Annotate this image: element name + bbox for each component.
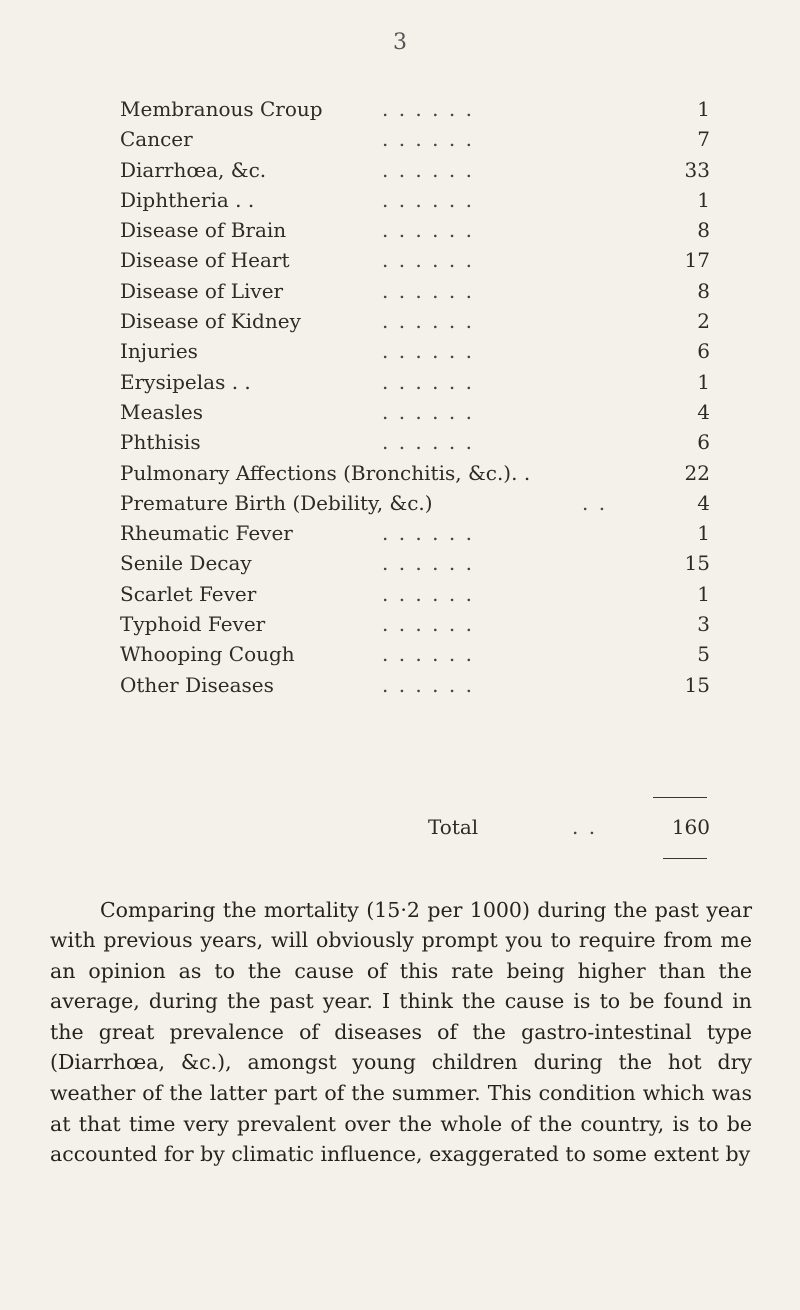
cause-label: Scarlet Fever [120, 581, 257, 606]
table-row [120, 336, 710, 366]
dot-leader: . . . . . . [382, 581, 474, 606]
mortality-table [120, 94, 710, 700]
dot-leader: . . . . . . [382, 278, 474, 303]
cause-label: Injuries [120, 339, 198, 364]
death-count: 1 [697, 369, 710, 394]
dot-leader: . . . . . . [382, 218, 474, 243]
table-row [120, 215, 710, 245]
death-count: 8 [697, 278, 710, 303]
death-count: 1 [697, 521, 710, 546]
death-count: 17 [684, 248, 710, 273]
death-count: 6 [697, 430, 710, 455]
dot-leader: . . [572, 815, 598, 839]
table-row [120, 306, 710, 336]
total-label: Total [428, 815, 479, 839]
death-count: 8 [697, 218, 710, 243]
dot-leader: . . . . . . [382, 551, 474, 576]
dot-leader: . . . . . . [382, 672, 474, 697]
dot-leader: . . . . . . [382, 642, 474, 667]
table-row [120, 185, 710, 215]
dot-leader: . . . . . . [382, 399, 474, 424]
dot-leader: . . . . . . [382, 157, 474, 182]
cause-label: Pulmonary Affections (Bronchitis, &c.). . [120, 460, 531, 485]
dot-leader: . . . . . . [382, 127, 474, 152]
table-row [120, 518, 710, 548]
death-count: 15 [684, 672, 710, 697]
death-count: 3 [697, 612, 710, 637]
table-row [120, 397, 710, 427]
cause-label: Disease of Liver [120, 278, 284, 303]
death-count: 7 [697, 127, 710, 152]
table-row [120, 367, 710, 397]
death-count: 2 [697, 309, 710, 334]
cause-label: Other Diseases [120, 672, 274, 697]
cause-label: Senile Decay [120, 551, 252, 576]
cause-label: Premature Birth (Debility, &c.) [120, 490, 433, 515]
cause-label: Measles [120, 399, 203, 424]
death-count: 1 [697, 97, 710, 121]
cause-label: Whooping Cough [120, 642, 295, 667]
dot-leader: . . . . . . [382, 369, 474, 394]
total-value: 160 [671, 815, 710, 839]
table-row [120, 579, 710, 609]
table-row [120, 670, 710, 700]
cause-label: Erysipelas . . [120, 369, 251, 394]
cause-label: Membranous Croup [120, 97, 323, 121]
table-row [120, 458, 710, 488]
sum-rule [653, 797, 707, 798]
cause-label: Cancer [120, 127, 193, 152]
total-row [120, 812, 710, 844]
table-row [120, 639, 710, 669]
death-count: 22 [684, 460, 710, 485]
cause-label: Diarrhœa, &c. [120, 157, 267, 182]
dot-leader: . . . . . . [382, 97, 474, 121]
death-count: 5 [697, 642, 710, 667]
table-row [120, 427, 710, 457]
cause-label: Disease of Brain [120, 218, 287, 243]
dot-leader: . . . . . . [382, 430, 474, 455]
page-number: 3 [393, 30, 407, 55]
dot-leader: . . . . . . [382, 612, 474, 637]
table-row [120, 548, 710, 578]
death-count: 1 [697, 581, 710, 606]
death-count: 4 [697, 490, 710, 515]
cause-label: Rheumatic Fever [120, 521, 293, 546]
cause-label: Disease of Kidney [120, 309, 301, 334]
cause-label: Disease of Heart [120, 248, 290, 273]
death-count: 1 [697, 187, 710, 212]
table-row [120, 245, 710, 275]
table-row [120, 155, 710, 185]
total-underline [663, 858, 707, 859]
table-row [120, 276, 710, 306]
table-row [120, 124, 710, 154]
table-row [120, 94, 710, 124]
death-count: 6 [697, 339, 710, 364]
dot-leader: . . . . . . [382, 521, 474, 546]
dot-leader: . . . . . . [382, 187, 474, 212]
death-count: 33 [684, 157, 710, 182]
cause-label: Typhoid Fever [120, 612, 266, 637]
death-count: 15 [684, 551, 710, 576]
table-row [120, 488, 710, 518]
dot-leader: . . . . . . [382, 309, 474, 334]
dot-leader: . . . . . . [382, 248, 474, 273]
cause-label: Phthisis [120, 430, 201, 455]
cause-label: Diphtheria . . [120, 187, 255, 212]
death-count: 4 [697, 399, 710, 424]
table-row [120, 609, 710, 639]
dot-leader: . . . . . . [382, 339, 474, 364]
dot-leader: . . [582, 490, 608, 515]
commentary-paragraph: Comparing the mortality (15·2 per 1000) during the past year with previous years, will obviously prompt you to require from me an opinion as to the cause of this rate being higher than the average, during the past year. I think the cause is to be found in the great prevalence of diseases of the gastro-intestinal type (Diarrhœa, &c.), amongst young children during the hot dry weather of the latter part of the summer. This condition which was at that time very prevalent over the whole of the country, is to be accounted for by climatic influence, exaggerated to some extent by [50, 897, 752, 1167]
